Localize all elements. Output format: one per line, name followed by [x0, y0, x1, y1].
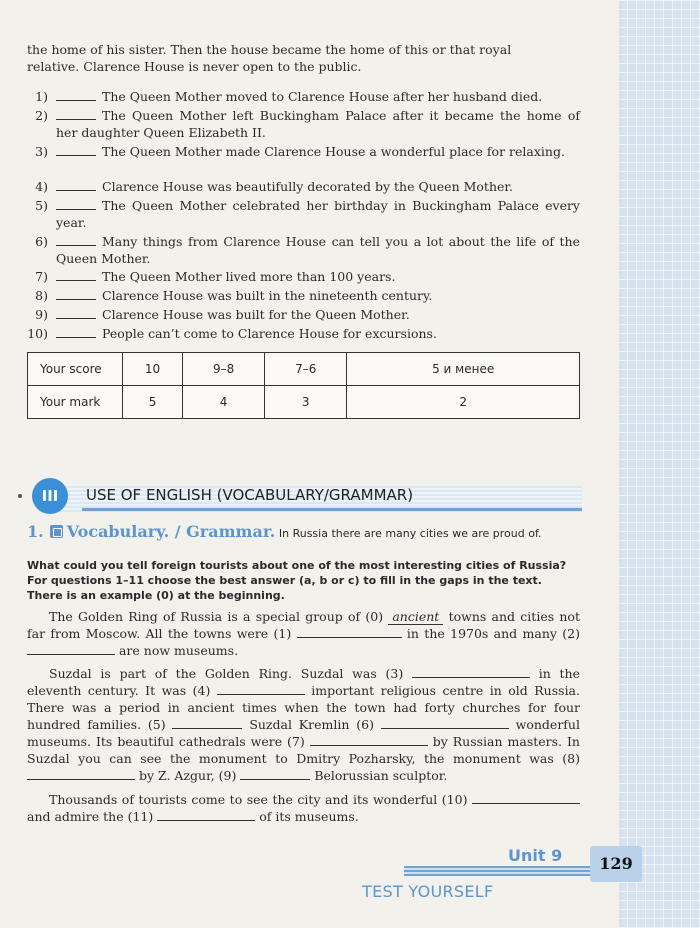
statement-3: 3) The Queen Mother made Clarence House a wonderful place for relaxing. — [35, 144, 565, 159]
statement-5: 5) The Queen Mother celebrated her birthday in Buckingham Palace every year. — [35, 198, 580, 230]
score-row — [28, 353, 580, 386]
gap-8[interactable] — [27, 767, 135, 780]
statement-8: 8) Clarence House was built in the nineteenth century. — [35, 288, 433, 303]
gap-2[interactable] — [27, 642, 115, 655]
gap-9[interactable] — [240, 767, 310, 780]
section-underline — [82, 508, 582, 511]
gap-7[interactable] — [310, 733, 428, 746]
gap-10[interactable] — [472, 791, 580, 804]
paragraph-1: The Golden Ring of Russia is a special group of (0) ancient towns and cities not far from Moscow. All the towns were (1) in the 1970s and many (2) are now museums. — [27, 609, 580, 658]
exercise-number: 1. — [27, 522, 44, 541]
exercise-title: Vocabulary. / Grammar. — [66, 522, 276, 541]
exercise-lead: In Russia there are many cities we are proud of. — [278, 527, 542, 540]
section-title: USE OF ENGLISH (VOCABULARY/GRAMMAR) — [86, 486, 414, 504]
answer-blank[interactable] — [56, 109, 96, 120]
statement-10: 10) People can’t come to Clarence House for excursions. — [27, 326, 437, 341]
answer-blank[interactable] — [56, 270, 96, 281]
test-yourself-label: TEST YOURSELF — [362, 882, 494, 901]
answer-blank[interactable] — [56, 90, 96, 101]
statement-6: 6) Many things from Clarence House can tell you a lot about the life of the Queen Mother. — [35, 234, 580, 266]
answer-blank[interactable] — [56, 327, 96, 338]
score-label: Your score — [28, 353, 123, 386]
example-answer: ancient — [388, 609, 443, 625]
mark-cell: 3 — [265, 386, 347, 419]
footer-stripe — [404, 866, 618, 876]
answer-blank[interactable] — [56, 145, 96, 156]
gap-4[interactable] — [217, 682, 305, 695]
paragraph-3: Thousands of tourists come to see the city and its wonderful (10) and admire the (11) of its museums. — [27, 791, 580, 825]
unit-label: Unit 9 — [508, 846, 563, 865]
score-cell: 10 — [123, 353, 183, 386]
statement-2: 2) The Queen Mother left Buckingham Palace after it became the home of her daughter Queen Elizabeth II. — [35, 108, 580, 140]
intro-line-1: the home of his sister. Then the house became the home of this or that royal — [27, 42, 512, 57]
statement-1: 1) The Queen Mother moved to Clarence House after her husband died. — [35, 89, 543, 104]
answer-blank[interactable] — [56, 308, 96, 319]
gap-5[interactable] — [172, 716, 242, 729]
score-cell: 9–8 — [183, 353, 265, 386]
section-header — [22, 478, 582, 514]
statement-9: 9) Clarence House was built for the Queen Mother. — [35, 307, 410, 322]
notebook-icon — [50, 525, 63, 538]
statement-4: 4) Clarence House was beautifully decorated by the Queen Mother. — [35, 179, 513, 194]
statement-7: 7) The Queen Mother lived more than 100 years. — [35, 269, 396, 284]
page-edge-band — [618, 0, 700, 928]
bullet-dot — [18, 494, 22, 498]
score-table — [27, 352, 580, 419]
mark-cell: 5 — [123, 386, 183, 419]
answer-blank[interactable] — [56, 199, 96, 210]
paragraph-2: Suzdal is part of the Golden Ring. Suzdal was (3) in the eleventh century. It was (4) important religious centre in old Russia. There was a period in ancient times when the town had forty churches for four hundred families. (5) Suzdal Kremlin (6) wonderful museums. Its beautiful cathedrals were (7) by Russian masters. In Suzdal you can see the monument to Dmitry Pozharsky, the monument was (8) by Z. Azgur, (9) Belorussian sculptor. — [27, 666, 580, 783]
answer-blank[interactable] — [56, 289, 96, 300]
gap-11[interactable] — [157, 808, 255, 821]
mark-label: Your mark — [28, 386, 123, 419]
gap-6[interactable] — [381, 716, 509, 729]
score-cell: 5 и менее — [347, 353, 580, 386]
page-number: 129 — [599, 854, 633, 873]
gap-1[interactable] — [297, 625, 402, 638]
answer-blank[interactable] — [56, 235, 96, 246]
answer-blank[interactable] — [56, 180, 96, 191]
exercise-heading — [27, 524, 580, 541]
section-number-badge: III — [32, 478, 68, 514]
exercise-instructions: What could you tell foreign tourists about one of the most interesting cities of Russia? For questions 1–11 choose the best answer (a, b or c) to fill in the gaps in the text. There is an example (0) at the beginning. — [27, 559, 567, 602]
mark-row — [28, 386, 580, 419]
mark-cell: 2 — [347, 386, 580, 419]
gap-3[interactable] — [412, 665, 530, 678]
intro-line-2: relative. Clarence House is never open to the public. — [27, 59, 362, 74]
score-cell: 7–6 — [265, 353, 347, 386]
mark-cell: 4 — [183, 386, 265, 419]
